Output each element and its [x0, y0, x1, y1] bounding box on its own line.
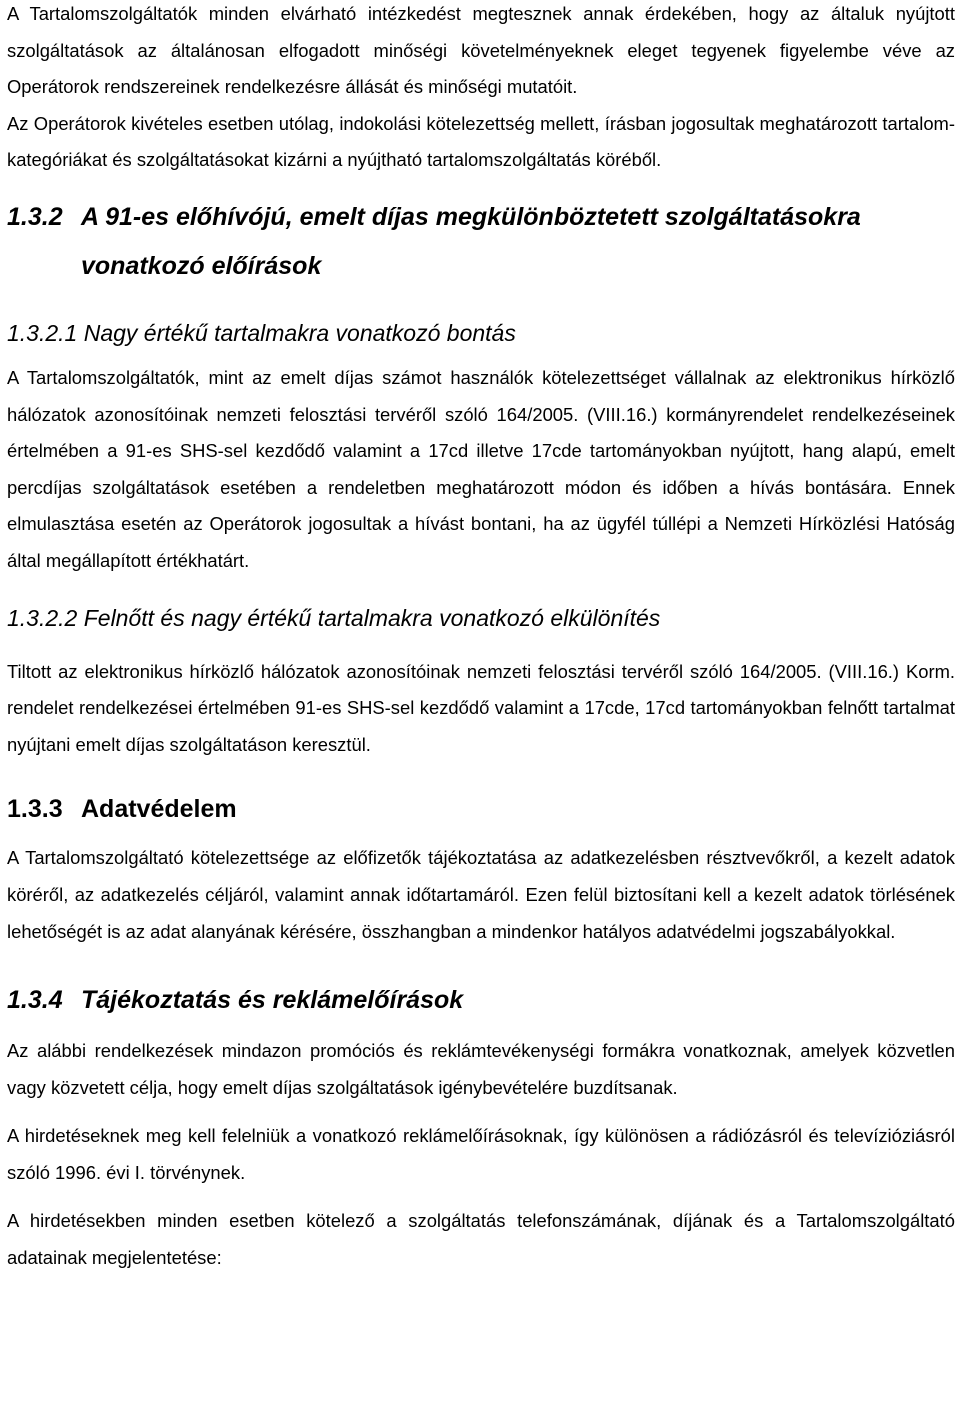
section-title: Adatvédelem — [81, 795, 237, 824]
paragraph-mandatory-details: A hirdetésekben minden esetben kötelező a szolgáltatás telefonszámának, díjának és a Tartalomszolgáltató adatainak megjelentetése: — [7, 1210, 955, 1269]
section-heading-1-3-3 — [7, 789, 955, 829]
section-heading-1-3-4 — [7, 980, 955, 1020]
paragraph-data-protection: A Tartalomszolgáltató kötelezettsége az előfizetők tájékoztatása az adatkezelésben résztvevőkről, a kezelt adatok köréről, az adatkezelés céljáról, valamint annak időtartamáról. Ezen felül biztosítani kell a kezelt adatok törlésének lehetőségét is az adat alanyának kérésére, összhangban a mindenkor hatályos adatvédelmi jogszabályokkal. — [7, 847, 955, 942]
section-title: Tájékoztatás és reklámelőírások — [81, 986, 464, 1015]
section-number: 1.3.2 — [7, 202, 63, 231]
subsection-heading-1-3-2-1: 1.3.2.1 Nagy értékű tartalmakra vonatkozó bontás — [7, 319, 516, 346]
document-page — [7, 0, 955, 1277]
paragraph-adult-content: Tiltott az elektronikus hírközlő hálózatok azonosítóinak nemzeti felosztási tervéről szóló 164/2005. (VIII.16.) Korm. rendelet rendelkezései értelmében 91-es SHS-sel kezdődő valamint a 17cde, 17cd tartományokban felnőtt tartalmat nyújtani emelt díjas szolgáltatáson keresztül. — [7, 660, 955, 755]
subsection-heading-1-3-2-2: 1.3.2.2 Felnőtt és nagy értékű tartalmakra vonatkozó elkülönítés — [7, 604, 661, 631]
section-number: 1.3.3 — [7, 795, 63, 824]
section-title: A 91-es előhívójú, emelt díjas megkülönböztetett szolgáltatásokra vonatkozó előírások — [81, 202, 861, 280]
section-number: 1.3.4 — [7, 986, 63, 1015]
paragraph-promotions: Az alábbi rendelkezések mindazon promóciós és reklámtevékenységi formákra vonatkoznak, amelyek közvetlen vagy közvetett célja, hogy emelt díjas szolgáltatások igénybevételére buzdítsanak. — [7, 1040, 955, 1098]
section-heading-1-3-2 — [7, 193, 955, 291]
paragraph-quality: A Tartalomszolgáltatók minden elvárható intézkedést megtesznek annak érdekében, hogy az általuk nyújtott szolgáltatások az általánosan elfogadott minőségi követelményeknek eleget tegyenek figyelembe véve az Operátorok rendszereinek rendelkezésre állását és minőségi mutatóit. — [7, 3, 955, 98]
paragraph-advertising-rules: A hirdetéseknek meg kell felelniük a vonatkozó reklámelőírásoknak, így különösen a rádiózásról és televízióziásról szóló 1996. évi I. törvénynek. — [7, 1125, 955, 1183]
paragraph-operator-exclusion: Az Operátorok kivételes esetben utólag, indokolási kötelezettség mellett, írásban jogosultak meghatározott tartalom-kategóriákat és szolgáltatásokat kizárni a nyújtható tartalomszolgáltatás köréből. — [7, 112, 955, 171]
paragraph-call-termination: A Tartalomszolgáltatók, mint az emelt díjas számot használók kötelezettséget vállalnak az elektronikus hírközlő hálózatok azonosítóinak nemzeti felosztási tervéről szóló 164/2005. (VIII.16.) kormányrendelet rendelkezéseinek értelmében a 91-es SHS-sel kezdődő valamint a 17cd illetve 17cde tartományokban nyújtott, hang alapú, emelt percdíjas szolgáltatások esetében a rendeletben meghatározott módon és időben a hívás bontására. Ennek elmulasztása esetén az Operátorok jogosultak a hívást bontani, ha az ügyfél túllépi a Nemzeti Hírközlési Hatóság által megállapított értékhatárt. — [7, 366, 955, 571]
